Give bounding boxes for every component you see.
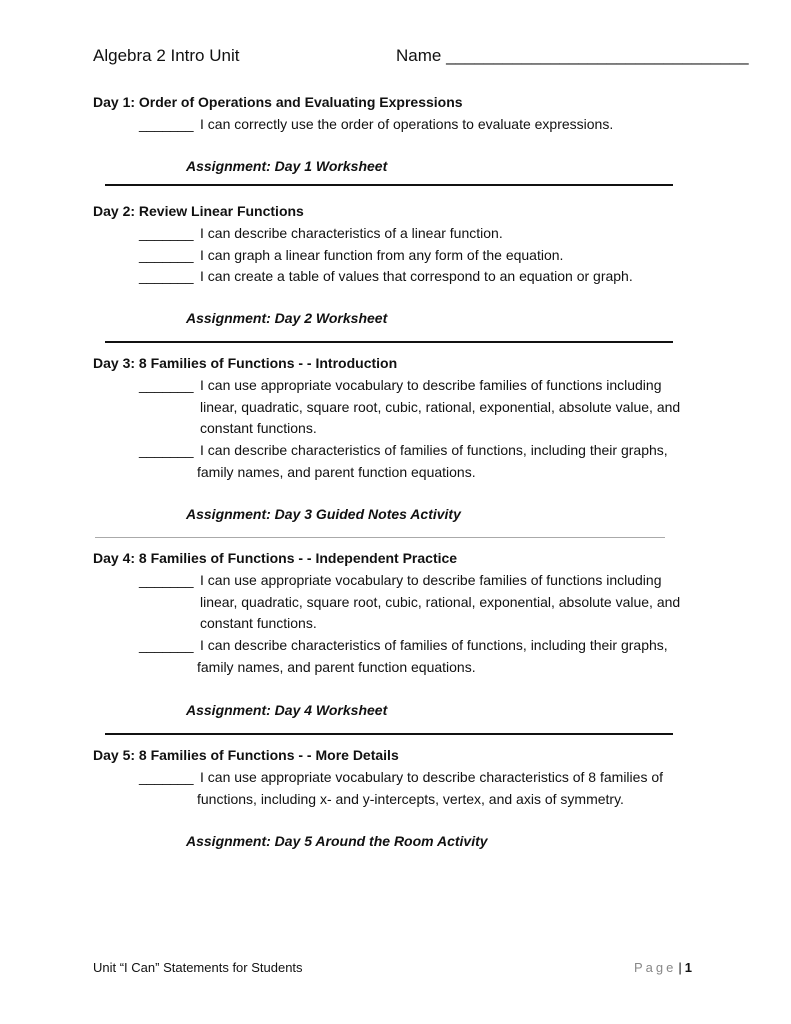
i-can-statement	[93, 266, 733, 288]
day-3-section	[93, 353, 733, 484]
section-divider	[95, 537, 665, 538]
day-5-section	[93, 745, 733, 810]
checkoff-blank: _______	[139, 115, 194, 132]
statement-text: I can describe characteristics of families of functions, including their graphs,	[200, 442, 668, 459]
statement-continuation: family names, and parent function equations.	[197, 658, 476, 675]
day-title: Day 4: 8 Families of Functions - - Independent Practice	[93, 550, 458, 566]
statement-text: I can create a table of values that correspond to an equation or graph.	[200, 268, 633, 285]
i-can-statement	[93, 635, 733, 679]
footer-page-indicator	[634, 960, 692, 975]
checkoff-blank: _______	[139, 571, 194, 588]
page-separator: |	[678, 960, 682, 975]
footer-unit-label: Unit “I Can” Statements for Students	[93, 960, 303, 975]
i-can-statement	[93, 223, 733, 245]
checkoff-blank: _______	[139, 376, 194, 393]
checkoff-blank: _______	[139, 768, 194, 785]
i-can-statement	[93, 767, 733, 811]
assignment-label: Assignment: Day 5 Around the Room Activity	[186, 833, 488, 849]
checkoff-blank: _______	[139, 224, 194, 241]
page-header	[93, 46, 753, 70]
i-can-statement	[93, 570, 733, 635]
day-title: Day 1: Order of Operations and Evaluating Expressions	[93, 94, 463, 110]
statement-continuation: linear, quadratic, square root, cubic, rational, exponential, absolute value, and constant functions.	[200, 593, 681, 632]
course-title: Algebra 2 Intro Unit	[93, 46, 240, 65]
statement-continuation: functions, including x- and y-intercepts, vertex, and axis of symmetry.	[197, 790, 624, 807]
day-1-section	[93, 92, 733, 136]
statement-text: I can use appropriate vocabulary to describe characteristics of 8 families of	[200, 768, 664, 785]
i-can-statement	[93, 375, 733, 440]
section-divider	[105, 184, 673, 186]
statement-text: I can graph a linear function from any form of the equation.	[200, 246, 564, 263]
page-word: Page	[634, 960, 677, 975]
section-divider	[105, 341, 673, 343]
i-can-statement	[93, 245, 733, 267]
name-field-label: Name ________________________________	[396, 46, 749, 65]
day-title: Day 3: 8 Families of Functions - - Introduction	[93, 355, 398, 371]
day-title: Day 5: 8 Families of Functions - - More Details	[93, 747, 399, 763]
page-number: 1	[684, 960, 692, 975]
section-divider	[105, 733, 673, 735]
assignment-label: Assignment: Day 1 Worksheet	[186, 158, 388, 174]
day-title: Day 2: Review Linear Functions	[93, 203, 304, 219]
statement-continuation: family names, and parent function equations.	[197, 463, 476, 480]
statement-continuation: linear, quadratic, square root, cubic, rational, exponential, absolute value, and constant functions.	[200, 398, 681, 437]
checkoff-blank: _______	[139, 442, 194, 459]
checkoff-blank: _______	[139, 268, 194, 285]
checkoff-blank: _______	[139, 637, 194, 654]
assignment-label: Assignment: Day 4 Worksheet	[186, 702, 388, 718]
i-can-statement	[93, 440, 733, 484]
statement-text: I can correctly use the order of operations to evaluate expressions.	[200, 115, 614, 132]
checkoff-blank: _______	[139, 246, 194, 263]
assignment-label: Assignment: Day 3 Guided Notes Activity	[186, 506, 461, 522]
day-4-section	[93, 548, 733, 679]
i-can-statement	[93, 114, 733, 136]
statement-text: I can use appropriate vocabulary to describe families of functions including	[200, 376, 662, 393]
day-2-section	[93, 201, 733, 288]
assignment-label: Assignment: Day 2 Worksheet	[186, 310, 388, 326]
statement-text: I can describe characteristics of families of functions, including their graphs,	[200, 637, 668, 654]
statement-text: I can describe characteristics of a linear function.	[200, 224, 503, 241]
statement-text: I can use appropriate vocabulary to describe families of functions including	[200, 571, 662, 588]
